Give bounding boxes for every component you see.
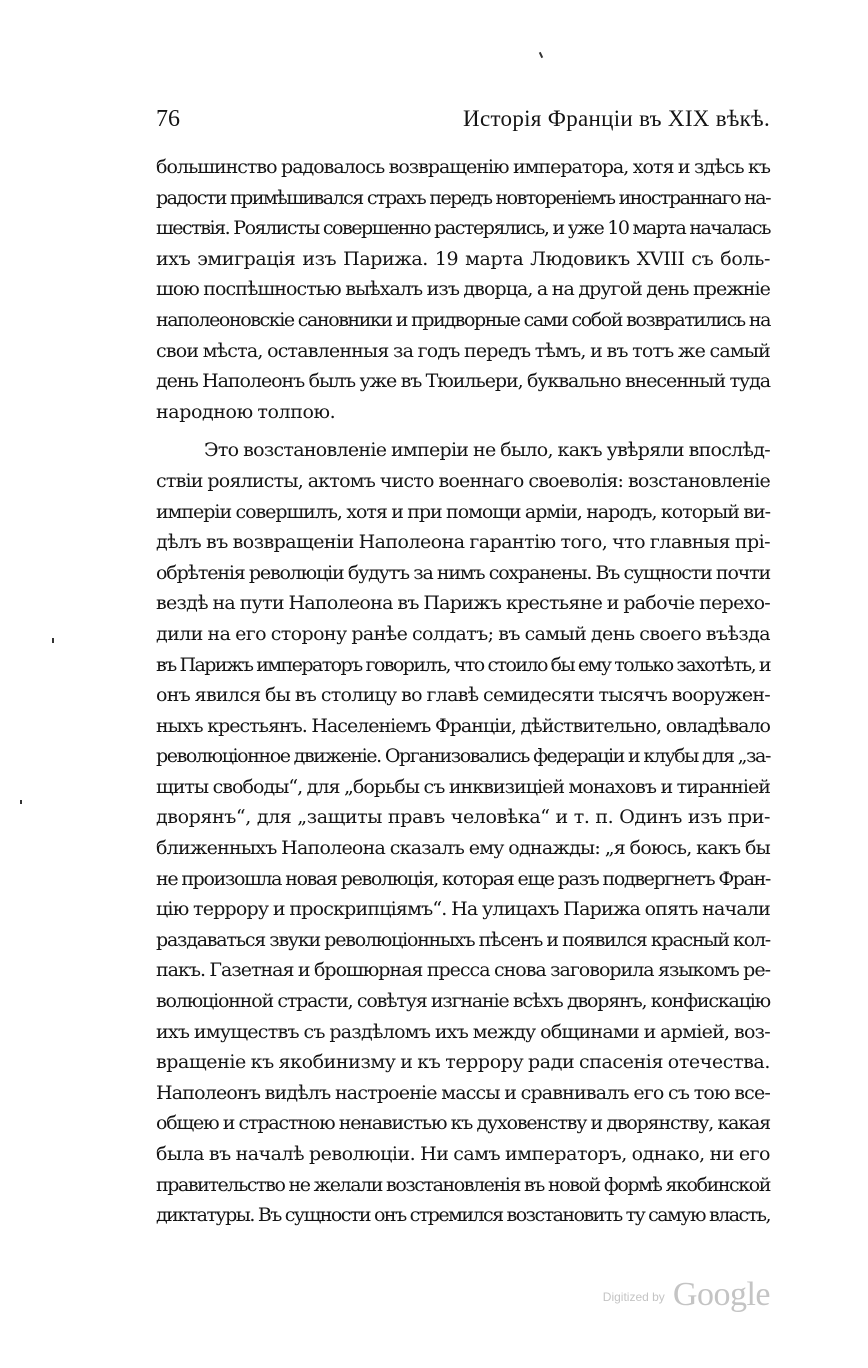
text-line: правительство не желали возстановленія въ новой формѣ якобинской: [156, 1173, 770, 1196]
page-number: 76: [156, 106, 180, 132]
text-line: вездѣ на пути Наполеона въ Парижъ крестьяне и рабочіе перехо-: [156, 592, 770, 615]
text-line: имперіи совершилъ, хотя и при помощи арміи, народъ, который ви-: [156, 500, 770, 523]
text-line: обрѣтенія революціи будутъ за нимъ сохранены. Въ сущности почти: [156, 561, 770, 584]
text-line: Наполеонъ видѣлъ настроеніе массы и сравнивалъ его съ тою все-: [156, 1081, 770, 1104]
text-line: не произошла новая революція, которая еще разъ подвергнетъ Фран-: [156, 867, 770, 890]
text-line: общею и страстною ненавистью къ духовенству и дворянству, какая: [156, 1112, 770, 1135]
text-line: дворянъ“, для „защиты правъ человѣка“ и т. п. Одинъ изъ при-: [156, 806, 770, 829]
ink-speck: [539, 52, 543, 58]
text-line: свои мѣста, оставленныя за годъ передъ тѣмъ, и въ тотъ же самый: [156, 339, 770, 362]
body-text: [156, 152, 770, 1231]
text-line: ствіи роялисты, актомъ чисто военнаго своеволія: возстановленіе: [156, 469, 770, 492]
watermark-prefix: Digitized by: [602, 1290, 665, 1304]
paragraph-gap: [156, 427, 770, 435]
text-line: ныхъ крестьянъ. Населеніемъ Франціи, дѣйствительно, овладѣвало: [156, 714, 770, 737]
page-header: [156, 104, 770, 138]
ink-speck: [20, 800, 22, 804]
digitized-by-google-watermark: [603, 1276, 770, 1314]
paragraph-1: [156, 152, 770, 427]
text-line: шою поспѣшностью выѣхалъ изъ дворца, а на другой день прежніе: [156, 278, 770, 301]
text-line: наполеоновскіе сановники и придворные сами собой возвратились на: [156, 308, 770, 331]
text-line: волюціонной страсти, совѣтуя изгнаніе всѣхъ дворянъ, конфискацію: [156, 990, 770, 1013]
text-line: дили на его сторону ранѣе солдатъ; въ самый день своего въѣзда: [156, 622, 770, 645]
text-line: пакъ. Газетная и брошюрная пресса снова заговорила языкомъ ре-: [156, 959, 770, 982]
google-logo: Google: [672, 1276, 770, 1313]
text-line: ихъ имуществъ съ раздѣломъ ихъ между общинами и арміей, воз-: [156, 1020, 770, 1043]
text-line: дѣлъ въ возвращеніи Наполеона гарантію того, что главныя прі-: [156, 531, 770, 554]
text-line: большинство радовалось возвращенію императора, хотя и здѣсь къ: [156, 156, 770, 178]
text-line: народною толпою.: [156, 400, 336, 423]
ink-speck: [52, 638, 54, 643]
text-line: революціонное движеніе. Организовались федераціи и клубы для „за-: [156, 745, 770, 768]
text-line: день Наполеонъ былъ уже въ Тюильери, буквально внесенный туда: [156, 370, 770, 393]
text-line: была въ началѣ революціи. Ни самъ императоръ, однако, ни его: [156, 1143, 770, 1165]
text-line: ихъ эмиграція изъ Парижа. 19 марта Людовикъ XVIII съ боль-: [156, 247, 770, 270]
text-line: раздаваться звуки революціонныхъ пѣсенъ и появился красный кол-: [156, 928, 770, 951]
text-line: ближенныхъ Наполеона сказалъ ему однажды: „я боюсь, какъ бы: [156, 837, 770, 860]
text-line: радости примѣшивался страхъ передъ новтореніемъ иностраннаго на-: [156, 186, 770, 209]
text-line: шествія. Роялисты совершенно растерялись, и уже 10 марта началась: [156, 217, 770, 240]
text-line: щиты свободы“, для „борьбы съ инквизиціей монаховъ и тиранніей: [156, 775, 770, 798]
text-line: вращеніе къ якобинизму и къ террору ради спасенія отечества.: [156, 1051, 770, 1074]
text-line: диктатуры. Въ сущности онъ стремился возстановить ту самую власть,: [156, 1204, 770, 1227]
text-line: онъ явился бы въ столицу во главѣ семидесяти тысячъ вооружен-: [156, 684, 770, 707]
text-line: въ Парижъ императоръ говорилъ, что стоило бы ему только захотѣть, и: [156, 653, 770, 676]
running-title: Исторія Франціи въ XIX вѣкѣ.: [463, 106, 770, 131]
paragraph-2: [156, 435, 770, 1230]
text-line: Это возстановленіе имперіи не было, какъ увѣряли впослѣд-: [204, 439, 770, 462]
text-line: цію террору и проскрипціямъ“. На улицахъ Парижа опять начали: [156, 898, 770, 921]
